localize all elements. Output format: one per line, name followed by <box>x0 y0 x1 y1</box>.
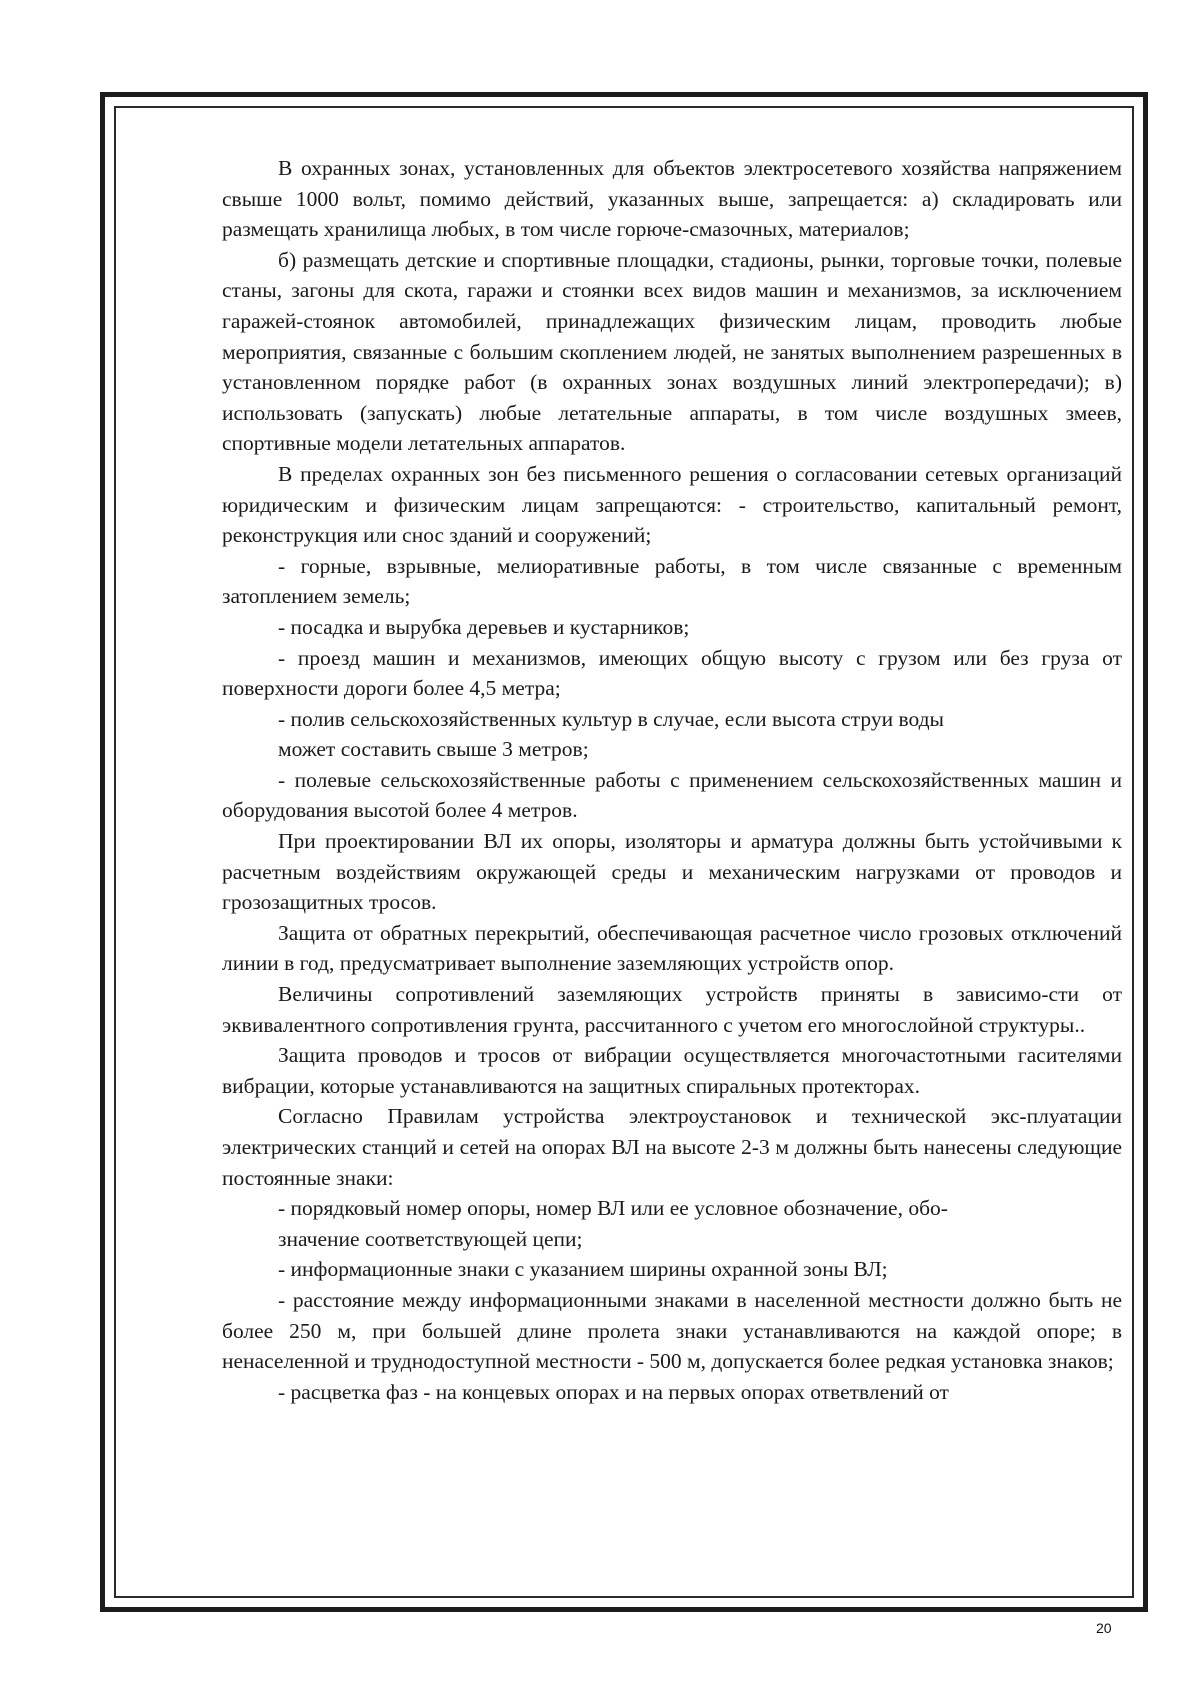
list-item-pole-number-cont: значение соответствующей цепи; <box>278 1226 583 1251</box>
page-number: 20 <box>1096 1620 1112 1636</box>
list-item-vehicles: - проезд машин и механизмов, имеющих общую высоту с грузом или без груза от поверхности дороги более 4,5 метра; <box>222 645 1122 701</box>
list-item-irrigation-cont: может составить свыше 3 метров; <box>278 737 589 762</box>
paragraph-design: При проектировании ВЛ их опоры, изоляторы и арматура должны быть устойчивыми к расчетным воздействиям окружающей среды и механическим нагрузками от проводов и грозозащитных тросов. <box>222 829 1122 915</box>
list-item-info-signs: - информационные знаки с указанием ширины охранной зоны ВЛ; <box>278 1257 888 1282</box>
paragraph-vibration: Защита проводов и тросов от вибрации осуществляется многочастотными гасителями вибрации, которые устанавливаются на защитных спиральных протекторах. <box>222 1043 1122 1098</box>
list-item-irrigation: - полив сельскохозяйственных культур в случае, если высота струи воды <box>278 706 944 731</box>
list-item-sign-distance: - расстояние между информационными знаками в населенной местности должно быть не более 250 м, при большей длине пролета знаки устанавливаются на каждой опоре; в ненаселенной и труднодоступной местности - 500 м, допускается более редкая установка знаков; <box>222 1287 1122 1374</box>
list-item-mining: - горные, взрывные, мелиоративные работы, в том числе связанные с временным затоплением земель; <box>222 553 1122 609</box>
paragraph-1: В охранных зонах, установленных для объектов электросетевого хозяйства напряжением свыше 1000 вольт, помимо действий, указанных выше, запрещается: а) складировать или размещать хранилища любых, в том числе горюче-смазочных, материалов; <box>222 156 1122 242</box>
list-item-field-works: - полевые сельскохозяйственные работы с применением сельскохозяйственных машин и оборудования высотой более 4 метров. <box>222 767 1122 823</box>
list-item-pole-number: - порядковый номер опоры, номер ВЛ или ее условное обозначение, обо- <box>278 1196 948 1221</box>
paragraph-3: В пределах охранных зон без письменного решения о согласовании сетевых организаций юридическим и физическим лицам запрещаются: - строительство, капитальный ремонт, реконструкция или снос зданий и сооружений; <box>222 461 1122 548</box>
list-item-phase-colors: - расцветка фаз - на концевых опорах и на первых опорах ответвлений от <box>278 1379 949 1404</box>
paragraph-2: б) размещать детские и спортивные площадки, стадионы, рынки, торговые точки, полевые станы, загоны для скота, гаражи и стоянки всех видов машин и механизмов, за исключением гаражей-стоянок автомобилей, принадлежащих физическим лицам, проводить любые мероприятия, связанные с большим скоплением людей, не занятых выполнением разрешенных в установленном порядке работ (в охранных зонах воздушных линий электропередачи); в) использовать (запускать) любые летательные аппараты, в том числе воздушных змеев, спортивные модели летательных аппаратов. <box>222 247 1122 456</box>
list-item-trees: - посадка и вырубка деревьев и кустарников; <box>278 614 690 639</box>
paragraph-grounding: Величины сопротивлений заземляющих устройств приняты в зависимо-сти от эквивалентного сопротивления грунта, рассчитанного с учетом его многослойной структуры.. <box>222 982 1122 1037</box>
document-body <box>222 153 1122 1407</box>
paragraph-protection: Защита от обратных перекрытий, обеспечивающая расчетное число грозовых отключений линии в год, предусматривает выполнение заземляющих устройств опор. <box>222 920 1122 976</box>
paragraph-rules: Согласно Правилам устройства электроустановок и технической экс-плуатации электрических станций и сетей на опорах ВЛ на высоте 2-3 м должны быть нанесены следующие постоянные знаки: <box>222 1104 1122 1190</box>
